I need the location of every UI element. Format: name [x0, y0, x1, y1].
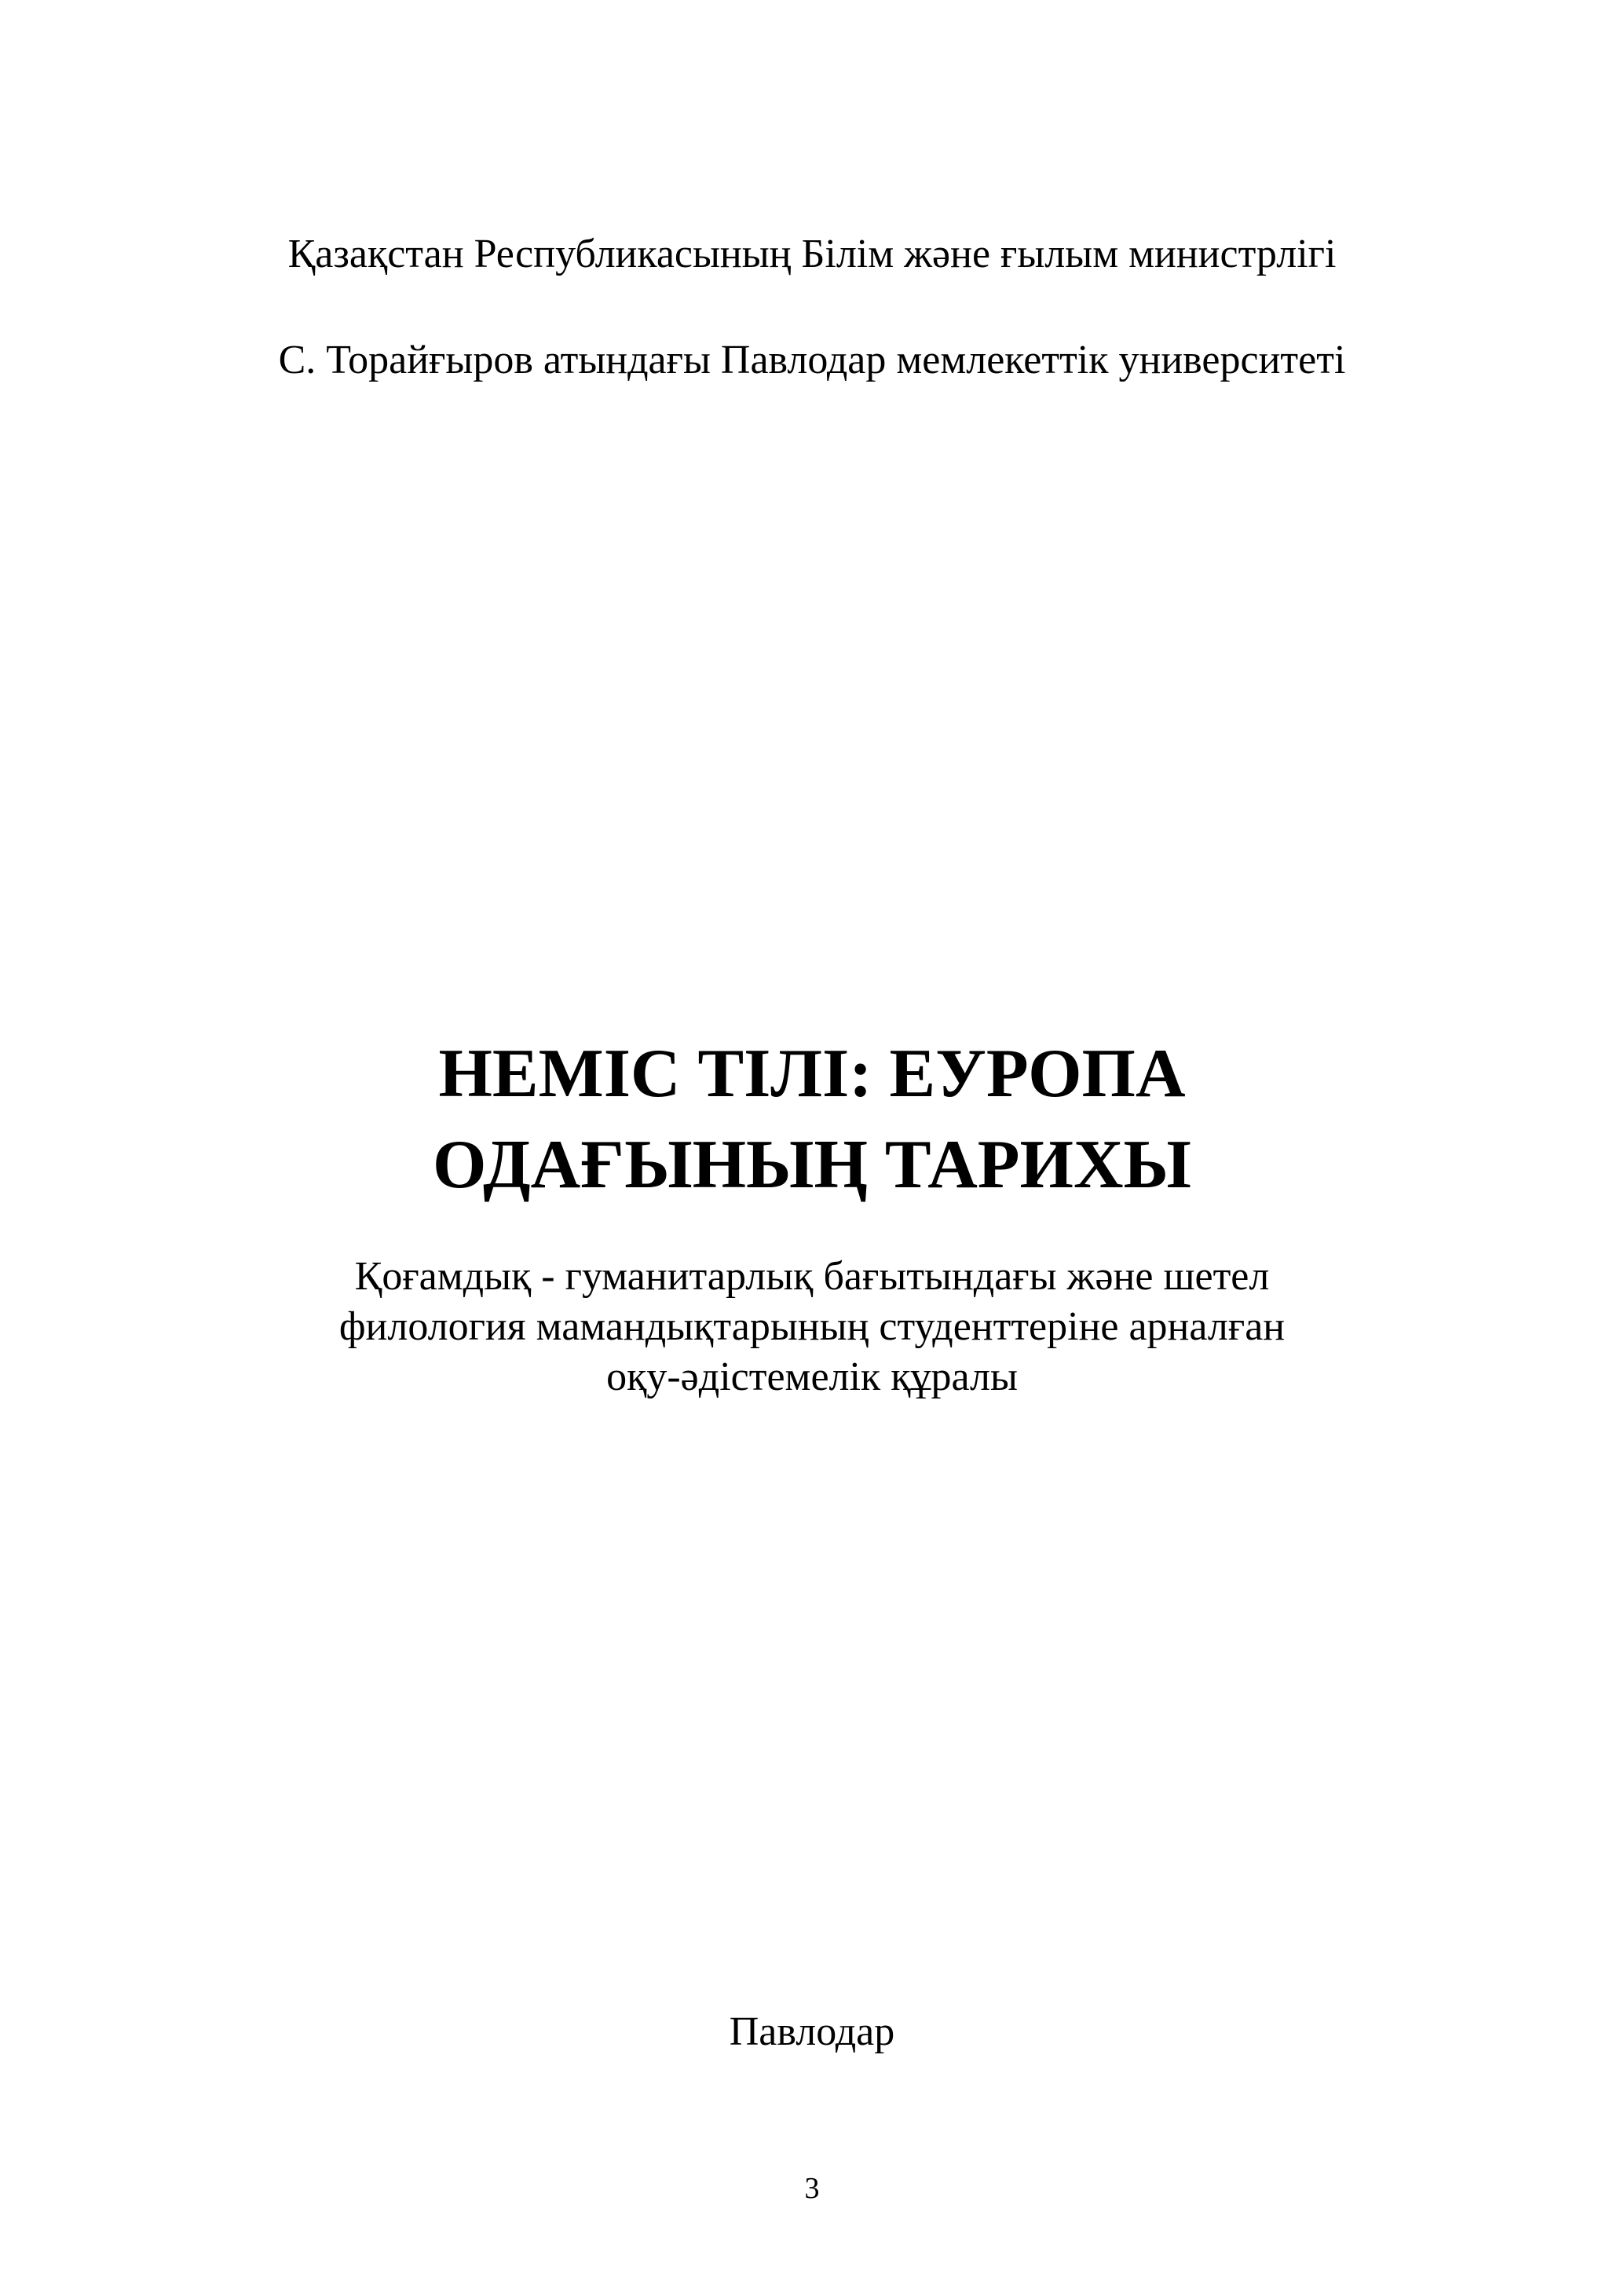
document-title-line-1: НЕМІС ТІЛІ: ЕУРОПА [438, 1036, 1186, 1112]
university-name: С. Торайғыров атындағы Павлодар мемлекеттік университеті [278, 338, 1346, 382]
document-subtitle-line-1: Қоғамдық - гуманитарлық бағытындағы және шетел [354, 1254, 1270, 1299]
ministry-name: Қазақстан Республикасының Білім және ғылым министрлігі [287, 232, 1337, 276]
document-title [0, 1029, 1624, 1211]
document-title-line-2: ОДАҒЫНЫҢ ТАРИХЫ [433, 1127, 1191, 1203]
document-subtitle-line-3: оқу-әдістемелік құралы [606, 1355, 1018, 1399]
document-subtitle [0, 1252, 1624, 1402]
page-number: 3 [804, 2172, 820, 2205]
document-subtitle-line-2: филология мамандықтарының студенттеріне арналған [338, 1304, 1286, 1349]
publication-city: Павлодар [729, 2009, 895, 2054]
